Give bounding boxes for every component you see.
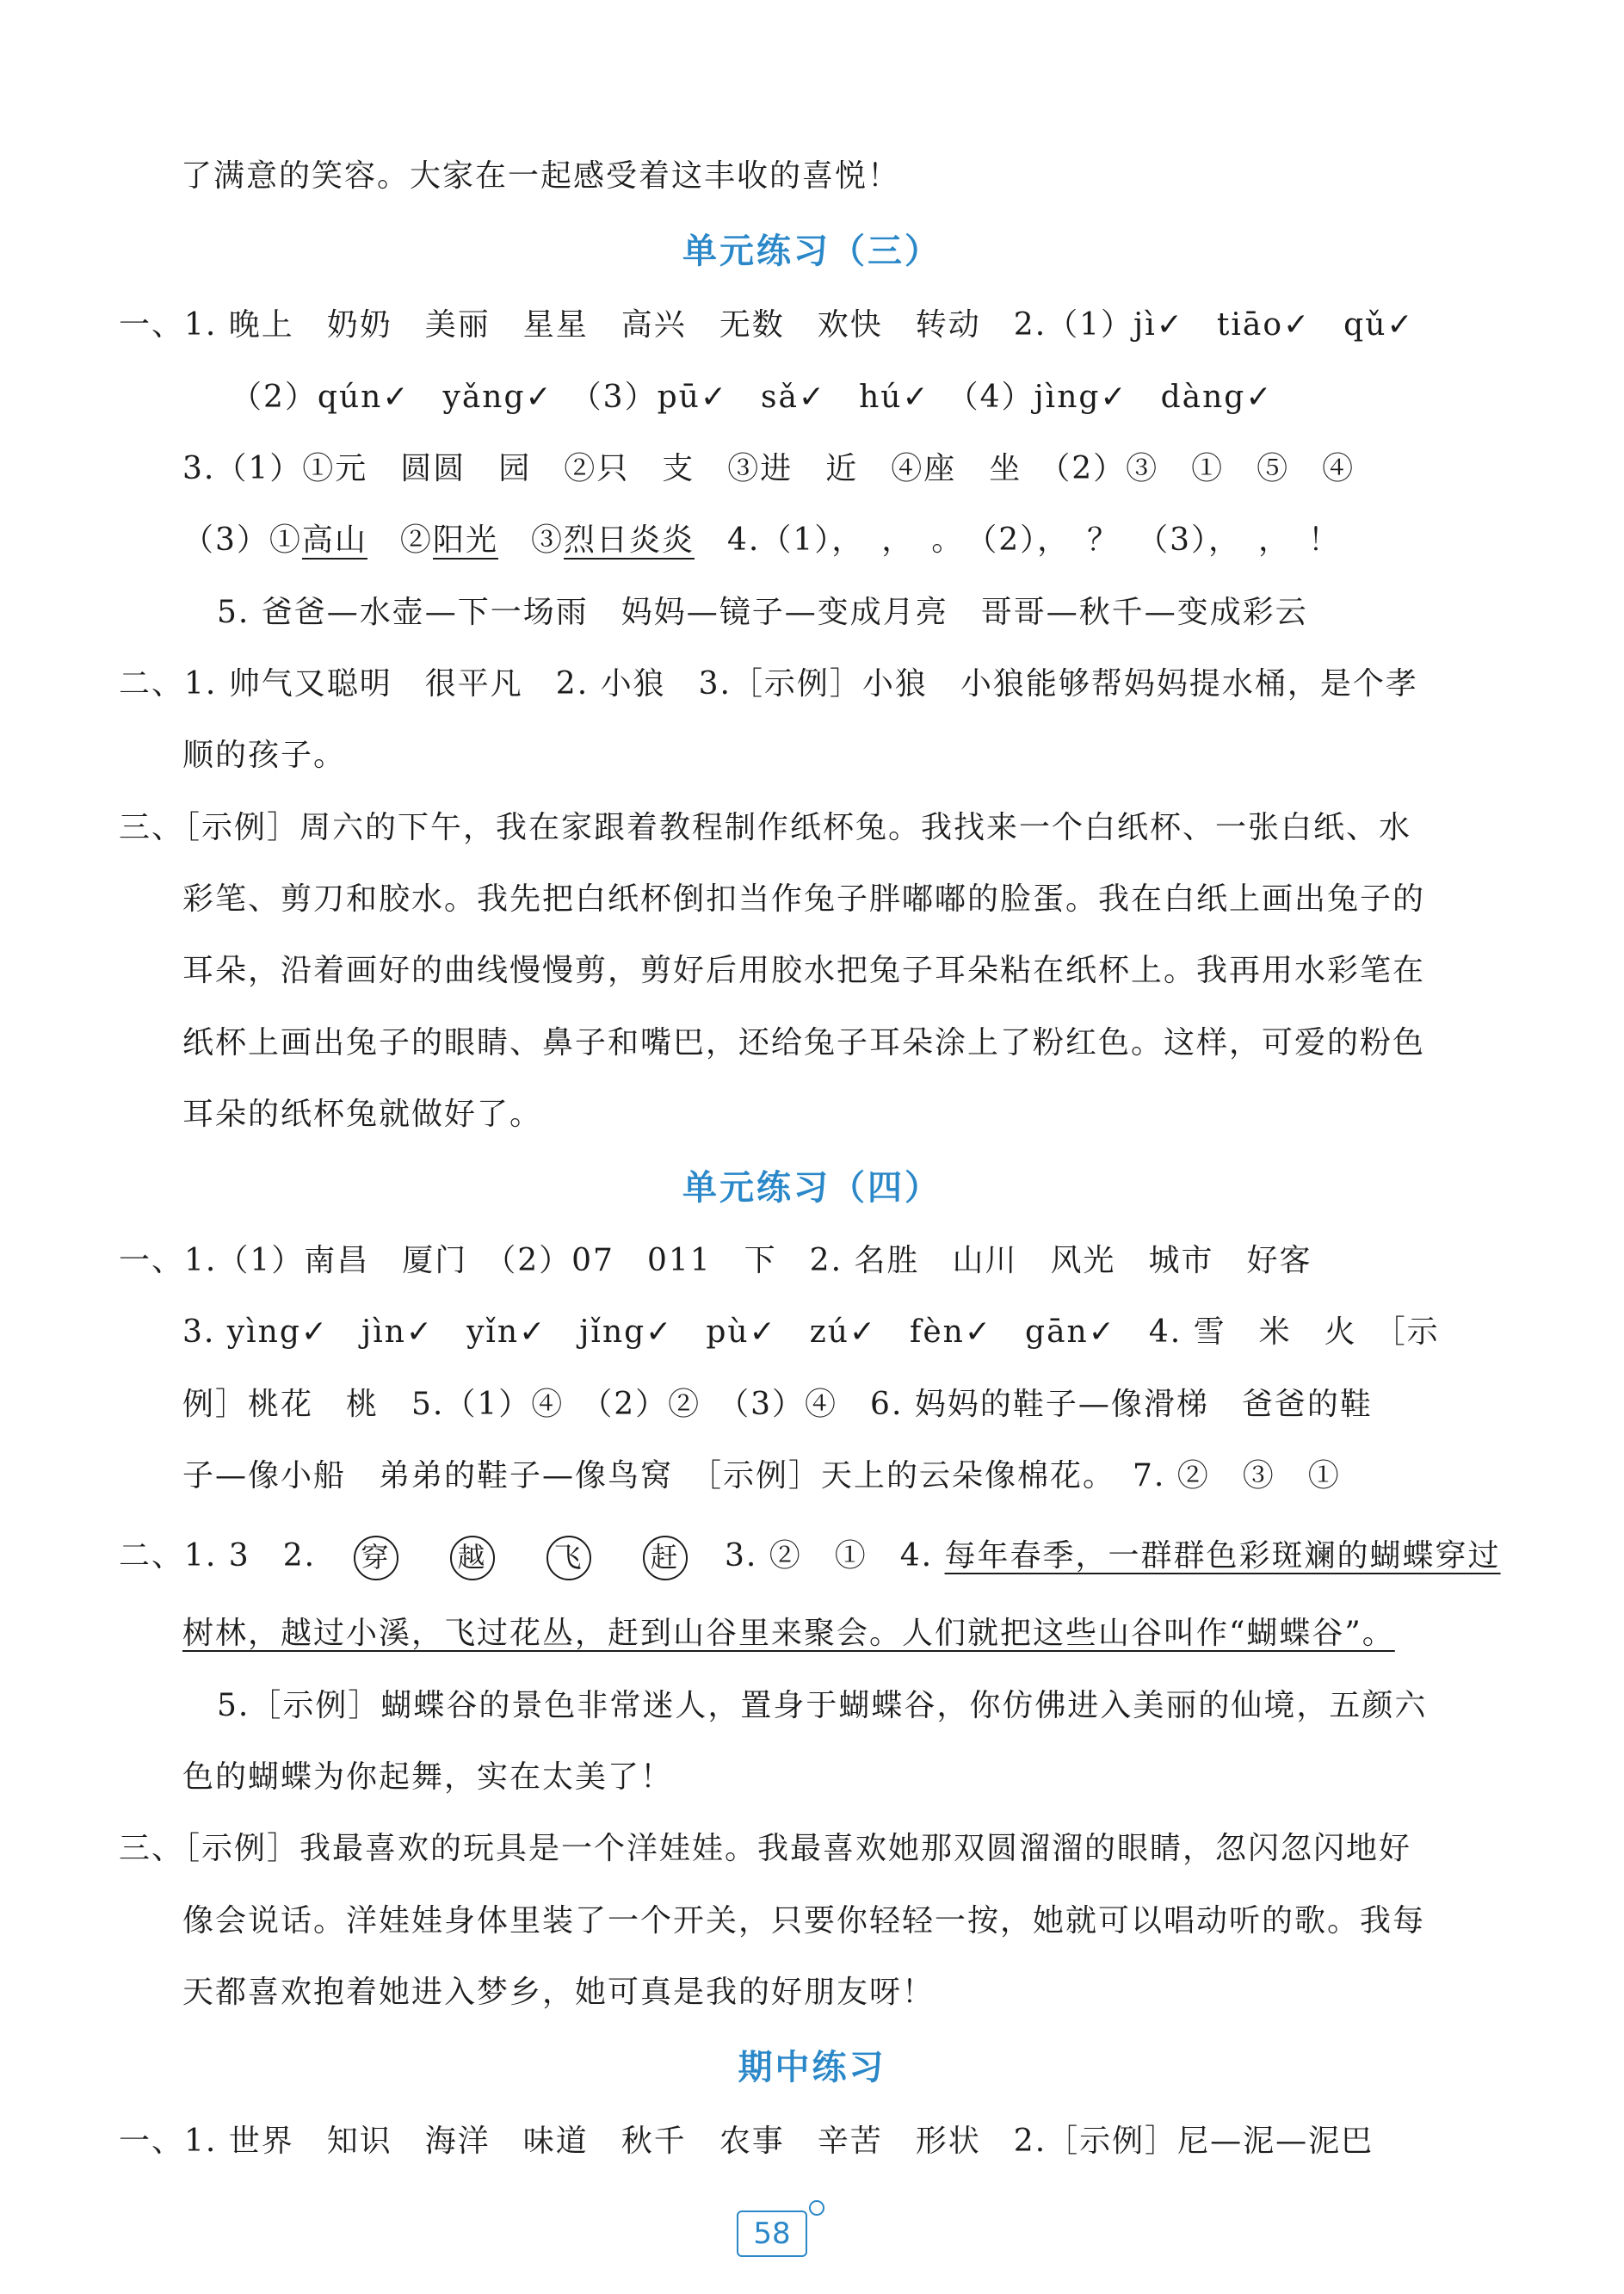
section-title-unit-3: 单元练习（三）: [682, 231, 942, 271]
answer-line: 三、［示例］我最喜欢的玩具是一个洋娃娃。我最喜欢她那双圆溜溜的眼睛，忽闪忽闪地好: [119, 1831, 1412, 1866]
answer-line: 顺的孩子。: [182, 738, 347, 773]
answer-line: 纸杯上画出兔子的眼睛、鼻子和嘴巴，还给兔子耳朵涂上了粉红色。这样，可爱的粉色: [182, 1025, 1426, 1060]
answer-line: 一、1. 世界 知识 海洋 味道 秋千 农事 辛苦 形状 2.［示例］尼—泥—泥巴: [119, 2124, 1374, 2159]
answer-line: [182, 515, 1341, 566]
answer-line: 二、1. 帅气又聪明 很平凡 2. 小狼 3.［示例］小狼 小狼能够帮妈妈提水桶，是个孝: [119, 666, 1418, 702]
answer-line: 像会说话。洋娃娃身体里装了一个开关，只要你轻轻一按，她就可以唱动听的歌。我每: [182, 1903, 1426, 1938]
text-line: 了满意的笑容。大家在一起感受着这丰收的喜悦！: [181, 158, 901, 194]
underlined-answer: 高山: [301, 522, 367, 558]
answer-line: 一、1. 晚上 奶奶 美丽 星星 高兴 无数 欢快 转动 2.（1）jì✓ tiāo✓ qǔ✓: [119, 307, 1415, 343]
text-segment: 二、1. 3 2.: [119, 1538, 317, 1574]
answer-line: 彩笔、剪刀和胶水。我先把白纸杯倒扣当作兔子胖嘟嘟的脸蛋。我在白纸上画出兔子的: [182, 881, 1426, 917]
text-segment: 4.（1）， ， 。 （2）， ？ （3）， ， ！: [694, 522, 1342, 558]
answer-line: 5.［示例］蝴蝶谷的景色非常迷人，置身于蝴蝶谷，你仿佛进入美丽的仙境，五颜六: [217, 1688, 1428, 1723]
section-title-midterm: 期中练习: [738, 2047, 886, 2087]
circled-char: 穿: [354, 1536, 398, 1580]
answer-line: 3.（1）①元 圆圆 园 ②只 支 ③进 近 ④座 坐 （2）③ ① ⑤ ④: [182, 451, 1355, 486]
text-segment: （3）①: [182, 522, 302, 558]
answer-line: 子—像小船 弟弟的鞋子—像鸟窝 ［示例］天上的云朵像棉花。 7. ② ③ ①: [182, 1458, 1341, 1493]
answer-line: [119, 1530, 1501, 1582]
text-segment: ③: [497, 522, 564, 558]
underlined-answer: 烈日炎炎: [563, 522, 695, 558]
answer-line: 天都喜欢抱着她进入梦乡，她可真是我的好朋友呀！: [182, 1975, 935, 2010]
answer-line: 三、［示例］周六的下午，我在家跟着教程制作纸杯兔。我找来一个白纸杯、一张白纸、水: [119, 810, 1412, 845]
answer-line: 耳朵，沿着画好的曲线慢慢剪，剪好后用胶水把兔子耳朵粘在纸杯上。我再用水彩笔在: [182, 953, 1426, 988]
answer-line: 3. yìng✓ jìn✓ yǐn✓ jǐng✓ pù✓ zú✓ fèn✓ gān✓ 4. 雪 米 火 ［示: [182, 1314, 1440, 1350]
text-segment: ②: [367, 522, 433, 558]
circled-char: 越: [450, 1536, 495, 1580]
text-segment: 3. ② ① 4.: [724, 1538, 934, 1574]
answer-line: 5. 爸爸—水壶—下一场雨 妈妈—镜子—变成月亮 哥哥—秋千—变成彩云: [217, 595, 1308, 630]
underlined-answer: 每年春季，一群群色彩斑斓的蝴蝶穿过: [944, 1538, 1501, 1574]
underlined-answer-line: 树林，越过小溪，飞过花丛，赶到山谷里来聚会。人们就把这些山谷叫作“蝴蝶谷”。: [182, 1616, 1395, 1651]
answer-line: （2）qún✓ yǎng✓ （3）pū✓ sǎ✓ hú✓ （4）jìng✓ dàng✓: [231, 380, 1274, 415]
page-number-ornament-icon: [809, 2200, 824, 2216]
section-title-unit-4: 单元练习（四）: [682, 1167, 942, 1208]
answer-line: 色的蝴蝶为你起舞，实在太美了！: [182, 1759, 674, 1795]
circled-char: 赶: [643, 1536, 688, 1580]
circled-char: 飞: [546, 1536, 591, 1580]
answer-line: 例］桃花 桃 5.（1）④ （2）② （3）④ 6. 妈妈的鞋子—像滑梯 爸爸的鞋: [182, 1387, 1373, 1422]
answer-line: 一、1.（1）南昌 厦门 （2）07 011 下 2. 名胜 山川 风光 城市 好客: [119, 1243, 1312, 1278]
answer-line: 耳朵的纸杯兔就做好了。: [182, 1097, 543, 1132]
page-number: 58: [737, 2211, 807, 2257]
underlined-answer: 阳光: [432, 522, 498, 558]
